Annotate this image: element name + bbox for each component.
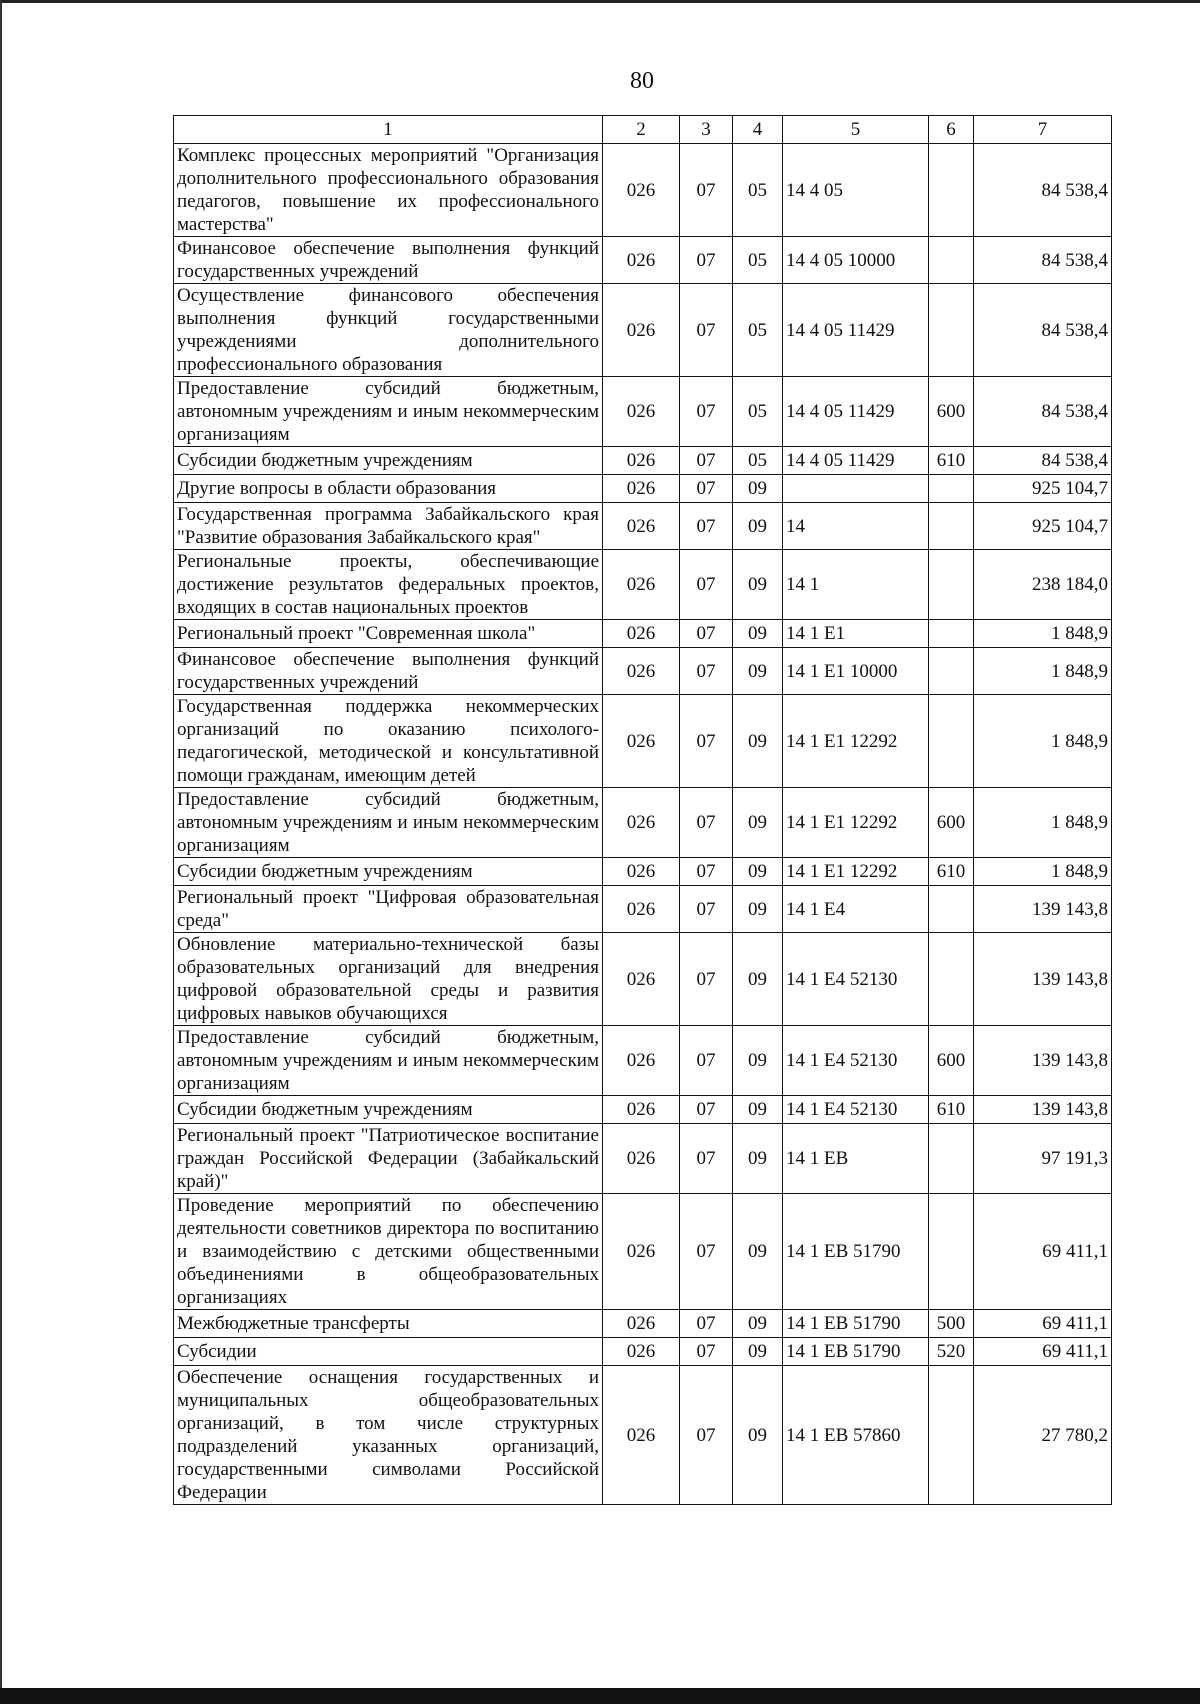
header-row (174, 116, 1112, 144)
row-expense-type (929, 475, 974, 503)
row-section: 07 (680, 1366, 733, 1505)
row-expense-type (929, 1366, 974, 1505)
row-subsection: 09 (733, 1310, 783, 1338)
row-amount: 84 538,4 (974, 284, 1112, 377)
row-ministry-code: 026 (603, 1194, 680, 1310)
row-amount: 238 184,0 (974, 550, 1112, 620)
row-expense-type: 500 (929, 1310, 974, 1338)
row-expense-type (929, 886, 974, 933)
table-row (174, 475, 1112, 503)
row-amount: 27 780,2 (974, 1366, 1112, 1505)
row-amount: 69 411,1 (974, 1338, 1112, 1366)
row-section: 07 (680, 1026, 733, 1096)
budget-table (173, 115, 1112, 1505)
row-section: 07 (680, 377, 733, 447)
row-subsection: 09 (733, 550, 783, 620)
row-target-article: 14 1 E1 10000 (783, 648, 929, 695)
header-col-7: 7 (974, 116, 1112, 144)
row-section: 07 (680, 886, 733, 933)
table-row (174, 237, 1112, 284)
row-expense-type (929, 620, 974, 648)
row-amount: 139 143,8 (974, 933, 1112, 1026)
table-row (174, 648, 1112, 695)
table-row (174, 447, 1112, 475)
row-target-article: 14 1 (783, 550, 929, 620)
table-row (174, 1096, 1112, 1124)
row-name: Государственная программа Забайкальского края "Развитие образования Забайкальского края" (174, 503, 603, 550)
row-target-article: 14 4 05 (783, 144, 929, 237)
row-name: Региональный проект "Цифровая образовательная среда" (174, 886, 603, 933)
row-target-article: 14 1 E4 52130 (783, 933, 929, 1026)
row-target-article: 14 4 05 11429 (783, 447, 929, 475)
row-amount: 84 538,4 (974, 447, 1112, 475)
row-amount: 925 104,7 (974, 475, 1112, 503)
row-target-article: 14 1 E4 52130 (783, 1096, 929, 1124)
row-subsection: 09 (733, 695, 783, 788)
row-target-article: 14 4 05 11429 (783, 284, 929, 377)
row-amount: 139 143,8 (974, 1096, 1112, 1124)
row-ministry-code: 026 (603, 858, 680, 886)
row-name: Проведение мероприятий по обеспечению деятельности советников директора по воспитанию и взаимодействию с детскими общественными объединениями в общеобразовательных организациях (174, 1194, 603, 1310)
row-name: Межбюджетные трансферты (174, 1310, 603, 1338)
row-amount: 1 848,9 (974, 648, 1112, 695)
row-amount: 97 191,3 (974, 1124, 1112, 1194)
row-target-article: 14 1 E1 12292 (783, 858, 929, 886)
row-target-article: 14 (783, 503, 929, 550)
row-name: Государственная поддержка некоммерческих организаций по оказанию психолого-педагогической, методической и консультативной помощи гражданам, имеющим детей (174, 695, 603, 788)
row-amount: 84 538,4 (974, 377, 1112, 447)
row-expense-type: 600 (929, 788, 974, 858)
row-amount: 69 411,1 (974, 1194, 1112, 1310)
row-target-article: 14 4 05 11429 (783, 377, 929, 447)
row-ministry-code: 026 (603, 1338, 680, 1366)
header-col-4: 4 (733, 116, 783, 144)
row-ministry-code: 026 (603, 144, 680, 237)
row-expense-type (929, 237, 974, 284)
table-row (174, 1338, 1112, 1366)
row-subsection: 09 (733, 1366, 783, 1505)
row-amount: 69 411,1 (974, 1310, 1112, 1338)
row-expense-type: 610 (929, 1096, 974, 1124)
row-amount: 1 848,9 (974, 620, 1112, 648)
row-name: Субсидии (174, 1338, 603, 1366)
header-col-6: 6 (929, 116, 974, 144)
row-name: Обновление материально-технической базы образовательных организаций для внедрения цифровой образовательной среды и развития цифровых навыков обучающихся (174, 933, 603, 1026)
row-expense-type (929, 1194, 974, 1310)
row-subsection: 09 (733, 1124, 783, 1194)
row-ministry-code: 026 (603, 237, 680, 284)
row-subsection: 09 (733, 620, 783, 648)
row-ministry-code: 026 (603, 1096, 680, 1124)
row-name: Субсидии бюджетным учреждениям (174, 447, 603, 475)
row-subsection: 09 (733, 858, 783, 886)
row-ministry-code: 026 (603, 447, 680, 475)
scan-edge-top (0, 0, 1200, 3)
row-amount: 84 538,4 (974, 237, 1112, 284)
table-row (174, 144, 1112, 237)
row-section: 07 (680, 237, 733, 284)
row-name: Осуществление финансового обеспечения выполнения функций государственными учреждениями дополнительного профессионального образования (174, 284, 603, 377)
row-expense-type (929, 648, 974, 695)
row-section: 07 (680, 475, 733, 503)
row-target-article: 14 1 E1 12292 (783, 788, 929, 858)
row-ministry-code: 026 (603, 1310, 680, 1338)
row-amount: 1 848,9 (974, 695, 1112, 788)
row-expense-type (929, 550, 974, 620)
row-amount: 139 143,8 (974, 1026, 1112, 1096)
header-col-5: 5 (783, 116, 929, 144)
table-row (174, 284, 1112, 377)
row-section: 07 (680, 1124, 733, 1194)
row-section: 07 (680, 933, 733, 1026)
row-subsection: 05 (733, 237, 783, 284)
table-row (174, 1310, 1112, 1338)
table-body (174, 144, 1112, 1505)
row-subsection: 09 (733, 1026, 783, 1096)
row-ministry-code: 026 (603, 648, 680, 695)
row-ministry-code: 026 (603, 1124, 680, 1194)
table-row (174, 933, 1112, 1026)
row-expense-type (929, 1124, 974, 1194)
row-subsection: 05 (733, 284, 783, 377)
row-section: 07 (680, 447, 733, 475)
row-section: 07 (680, 1338, 733, 1366)
row-name: Предоставление субсидий бюджетным, автономным учреждениям и иным некоммерческим организациям (174, 788, 603, 858)
row-ministry-code: 026 (603, 620, 680, 648)
table-row (174, 788, 1112, 858)
row-section: 07 (680, 1096, 733, 1124)
row-expense-type (929, 933, 974, 1026)
row-expense-type: 600 (929, 377, 974, 447)
row-ministry-code: 026 (603, 788, 680, 858)
row-target-article (783, 475, 929, 503)
table-row (174, 1124, 1112, 1194)
row-name: Другие вопросы в области образования (174, 475, 603, 503)
row-amount: 925 104,7 (974, 503, 1112, 550)
page-number: 80 (630, 68, 654, 94)
row-target-article: 14 1 E1 12292 (783, 695, 929, 788)
row-subsection: 09 (733, 1338, 783, 1366)
row-expense-type (929, 144, 974, 237)
row-subsection: 09 (733, 1096, 783, 1124)
table-row (174, 886, 1112, 933)
row-section: 07 (680, 503, 733, 550)
row-subsection: 09 (733, 503, 783, 550)
row-target-article: 14 1 E4 52130 (783, 1026, 929, 1096)
row-name: Региональные проекты, обеспечивающие достижение результатов федеральных проектов, входящих в состав национальных проектов (174, 550, 603, 620)
row-target-article: 14 1 EB 51790 (783, 1310, 929, 1338)
row-name: Финансовое обеспечение выполнения функций государственных учреждений (174, 648, 603, 695)
table-row (174, 550, 1112, 620)
row-expense-type: 610 (929, 858, 974, 886)
table-row (174, 1026, 1112, 1096)
row-ministry-code: 026 (603, 284, 680, 377)
row-name: Финансовое обеспечение выполнения функций государственных учреждений (174, 237, 603, 284)
table-row (174, 620, 1112, 648)
row-expense-type (929, 503, 974, 550)
row-section: 07 (680, 858, 733, 886)
row-name: Комплекс процессных мероприятий "Организация дополнительного профессионального образования педагогов, повышение их профессионального мастерства" (174, 144, 603, 237)
row-expense-type (929, 695, 974, 788)
table-row (174, 1366, 1112, 1505)
row-ministry-code: 026 (603, 886, 680, 933)
row-subsection: 05 (733, 377, 783, 447)
row-ministry-code: 026 (603, 933, 680, 1026)
table-row (174, 503, 1112, 550)
row-section: 07 (680, 1310, 733, 1338)
header-col-2: 2 (603, 116, 680, 144)
row-name: Предоставление субсидий бюджетным, автономным учреждениям и иным некоммерческим организациям (174, 1026, 603, 1096)
row-name: Региональный проект "Современная школа" (174, 620, 603, 648)
row-subsection: 09 (733, 648, 783, 695)
header-col-3: 3 (680, 116, 733, 144)
scan-edge-bottom (0, 1688, 1200, 1704)
row-amount: 139 143,8 (974, 886, 1112, 933)
table-row (174, 1194, 1112, 1310)
row-section: 07 (680, 550, 733, 620)
row-name: Предоставление субсидий бюджетным, автономным учреждениям и иным некоммерческим организациям (174, 377, 603, 447)
table-row (174, 377, 1112, 447)
row-section: 07 (680, 620, 733, 648)
row-ministry-code: 026 (603, 503, 680, 550)
table-row (174, 695, 1112, 788)
row-subsection: 09 (733, 933, 783, 1026)
row-subsection: 09 (733, 1194, 783, 1310)
scan-edge-left (0, 0, 2, 1704)
row-amount: 1 848,9 (974, 788, 1112, 858)
row-subsection: 09 (733, 475, 783, 503)
row-name: Региональный проект "Патриотическое воспитание граждан Российской Федерации (Забайкальский край)" (174, 1124, 603, 1194)
row-section: 07 (680, 788, 733, 858)
row-expense-type: 520 (929, 1338, 974, 1366)
row-target-article: 14 1 EB (783, 1124, 929, 1194)
row-section: 07 (680, 144, 733, 237)
row-target-article: 14 1 EB 57860 (783, 1366, 929, 1505)
row-ministry-code: 026 (603, 475, 680, 503)
row-name: Обеспечение оснащения государственных и муниципальных общеобразовательных организаций, в том числе структурных подразделений указанных организаций, государственными символами Российской Федерации (174, 1366, 603, 1505)
row-section: 07 (680, 1194, 733, 1310)
row-section: 07 (680, 648, 733, 695)
row-ministry-code: 026 (603, 550, 680, 620)
row-target-article: 14 4 05 10000 (783, 237, 929, 284)
row-target-article: 14 1 EB 51790 (783, 1338, 929, 1366)
row-target-article: 14 1 EB 51790 (783, 1194, 929, 1310)
row-expense-type: 600 (929, 1026, 974, 1096)
header-col-1: 1 (174, 116, 603, 144)
row-amount: 1 848,9 (974, 858, 1112, 886)
row-subsection: 09 (733, 886, 783, 933)
row-ministry-code: 026 (603, 695, 680, 788)
row-target-article: 14 1 E1 (783, 620, 929, 648)
row-section: 07 (680, 284, 733, 377)
row-expense-type: 610 (929, 447, 974, 475)
row-subsection: 05 (733, 144, 783, 237)
row-amount: 84 538,4 (974, 144, 1112, 237)
row-ministry-code: 026 (603, 377, 680, 447)
row-subsection: 05 (733, 447, 783, 475)
row-expense-type (929, 284, 974, 377)
row-section: 07 (680, 695, 733, 788)
table-row (174, 858, 1112, 886)
row-target-article: 14 1 E4 (783, 886, 929, 933)
row-name: Субсидии бюджетным учреждениям (174, 858, 603, 886)
row-subsection: 09 (733, 788, 783, 858)
row-ministry-code: 026 (603, 1366, 680, 1505)
row-ministry-code: 026 (603, 1026, 680, 1096)
row-name: Субсидии бюджетным учреждениям (174, 1096, 603, 1124)
